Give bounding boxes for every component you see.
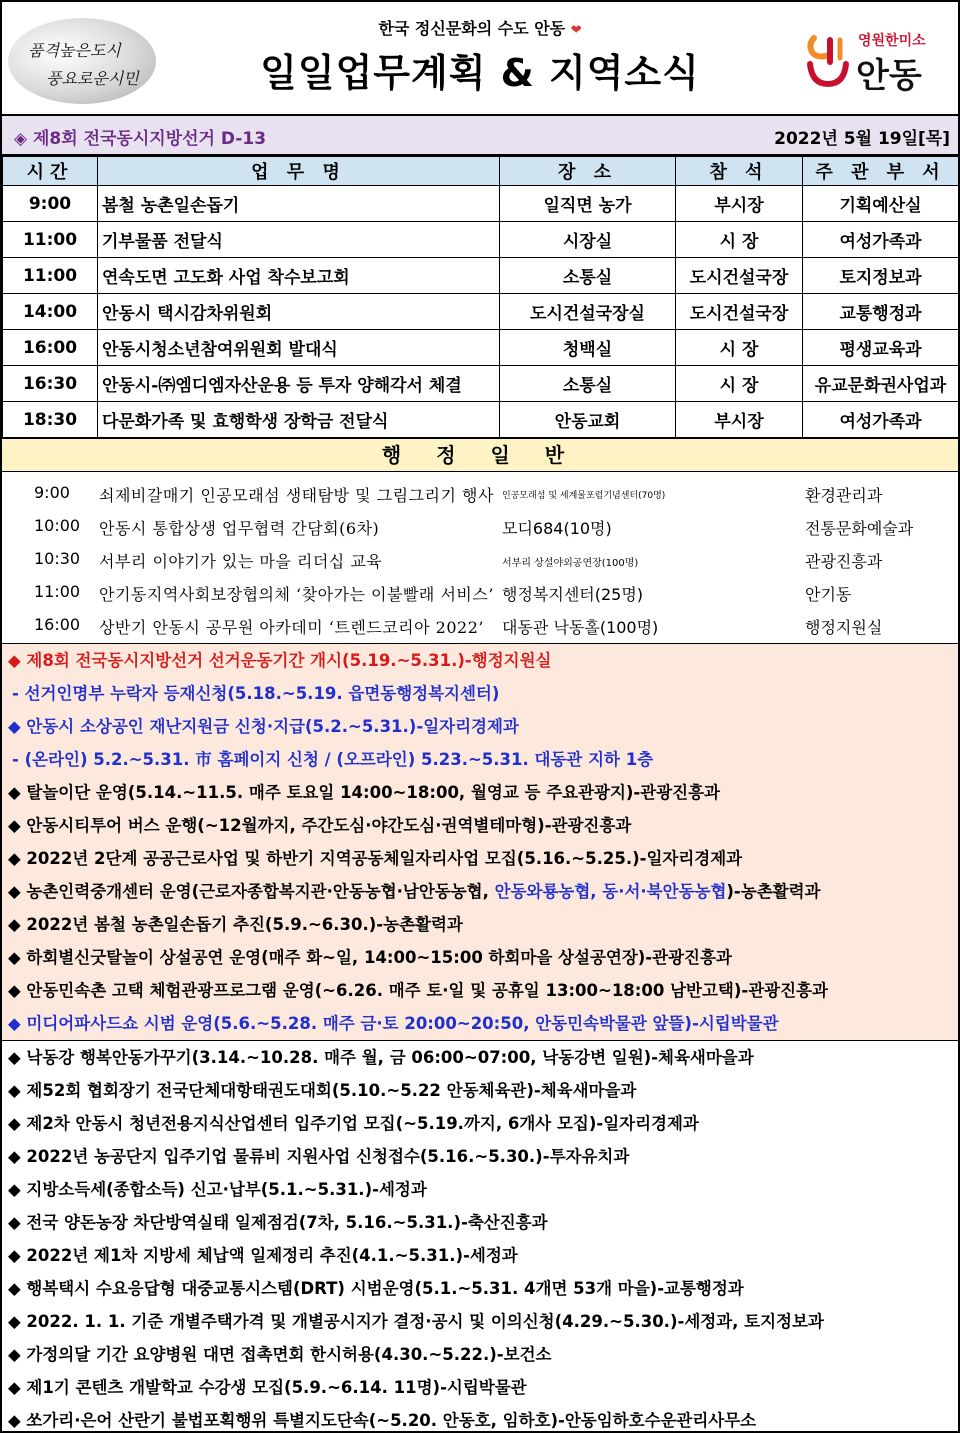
cell-task: 기부물품 전달식 xyxy=(98,222,500,258)
table-row xyxy=(3,222,959,258)
admin-name: 쇠제비갈매기 인공모래섬 생태탐방 및 그림그리기 행사 xyxy=(99,486,494,505)
notice-item: ◆ 2022년 농공단지 입주기업 물류비 지원사업 신청접수(5.16.~5.30.)-투자유치과 xyxy=(8,1147,630,1166)
admin-name: 서부리 이야기가 있는 마을 리더십 교육 xyxy=(99,552,383,571)
cell-attendee: 도시건설국장 xyxy=(676,294,803,330)
notice-item xyxy=(2,875,958,908)
cell-task: 안동시 택시감차위원회 xyxy=(98,294,500,330)
logo-tagline: 영원한미소 xyxy=(858,33,926,49)
admin-time: 10:00 xyxy=(34,516,81,535)
notice-item: ◆ 행복택시 수요응답형 대중교통시스템(DRT) 시범운영(5.1.~5.31. 4개면 53개 마을)-교통행정과 xyxy=(8,1279,744,1298)
notice-item: ◆ 2022. 1. 1. 기준 개별주택가격 및 개별공시지가 결정·공시 및 이의신청(4.29.~5.30.)-세정과, 토지정보과 xyxy=(8,1312,824,1331)
cell-place: 일직면 농가 xyxy=(500,186,676,222)
cell-dept: 토지정보과 xyxy=(803,258,959,294)
notice-item: ◆ 제1기 콘텐츠 개발학교 수강생 모집(5.9.~6.14. 11명)-시립박물관 xyxy=(8,1378,527,1397)
notice-item: ◆ 안동시티투어 버스 운행(~12월까지, 주간도심·야간도심·권역별테마형)-관광진흥과 xyxy=(8,816,632,835)
cell-attendee: 부시장 xyxy=(676,186,803,222)
table-row xyxy=(3,402,959,438)
cell-attendee: 시 장 xyxy=(676,222,803,258)
list-item xyxy=(2,542,958,575)
notice-text-blue: 안동와룡농협, 동·서·북안동농협 xyxy=(494,882,727,901)
notice-item: ◆ 2022년 봄철 농촌일손돕기 추진(5.9.~6.30.)-농촌활력과 xyxy=(8,915,463,934)
header-time: 시간 xyxy=(3,157,98,186)
notice-text: ◆ 농촌인력중개센터 운영(근로자종합복지관·안동농협·남안동농협, xyxy=(8,882,495,901)
notice-item: ◆ 가정의달 기간 요양병원 대면 접촉면회 한시허용(4.30.~5.22.)-보건소 xyxy=(8,1345,552,1364)
list-item xyxy=(2,509,958,542)
notice-item: - (온라인) 5.2.~5.31. 市 홈페이지 신청 / (오프라인) 5.23.~5.31. 대동관 지하 1층 xyxy=(12,750,654,769)
table-row xyxy=(3,258,959,294)
cell-task: 안동시-㈜엠디엠자산운용 등 투자 양해각서 체결 xyxy=(98,366,500,402)
notices xyxy=(2,1041,958,1433)
notice-item: ◆ 탈놀이단 운영(5.14.~11.5. 매주 토요일 14:00~18:00, 월영교 등 주요관광지)-관광진흥과 xyxy=(8,783,720,802)
heart-icon: ❤ xyxy=(570,23,582,38)
notice-item: ◆ 2022년 제1차 지방세 체납액 일제정리 추진(4.1.~5.31.)-세정과 xyxy=(8,1246,518,1265)
cell-dept: 여성가족과 xyxy=(803,222,959,258)
cell-attendee: 도시건설국장 xyxy=(676,258,803,294)
slogan-line1: 품격높은도시 xyxy=(28,41,121,60)
highlight-notices xyxy=(2,643,958,1041)
cell-time: 11:00 xyxy=(3,258,98,294)
cell-time: 14:00 xyxy=(3,294,98,330)
cell-place: 안동교회 xyxy=(500,402,676,438)
admin-time: 9:00 xyxy=(34,483,70,502)
admin-dept: 환경관리과 xyxy=(805,486,883,505)
cell-task: 연속도면 고도화 사업 착수보고회 xyxy=(98,258,500,294)
admin-time: 16:00 xyxy=(34,615,81,634)
cell-time: 9:00 xyxy=(3,186,98,222)
admin-list xyxy=(2,472,958,643)
header-subtitle-text: 한국 정신문화의 수도 안동 xyxy=(378,19,566,38)
admin-name: 안기동지역사회보장협의체 ‘찾아가는 이불빨래 서비스’ xyxy=(99,585,494,604)
cell-place: 소통실 xyxy=(500,366,676,402)
cell-attendee: 시 장 xyxy=(676,330,803,366)
admin-dept: 행정지원실 xyxy=(805,618,883,637)
cell-time: 18:30 xyxy=(3,402,98,438)
header-dept: 주 관 부 서 xyxy=(803,157,959,186)
notice-item: ◆ 미디어파사드쇼 시범 운영(5.6.~5.28. 매주 금·토 20:00~20:50, 안동민속박물관 앞뜰)-시립박물관 xyxy=(8,1014,779,1033)
admin-place: 행정복지센터(25명) xyxy=(502,585,644,604)
notice-item: ◆ 전국 양돈농장 차단방역실태 일제점검(7차, 5.16.~5.31.)-축산진흥과 xyxy=(8,1213,548,1232)
logo-name: 안동 xyxy=(856,56,922,96)
cell-attendee: 부시장 xyxy=(676,402,803,438)
election-bar xyxy=(2,116,958,156)
admin-place: 인공모래섬 및 세계물포럼기념센터(70명) xyxy=(502,491,666,501)
header-attendee: 참 석 xyxy=(676,157,803,186)
city-logo xyxy=(806,24,936,94)
cell-time: 16:00 xyxy=(3,330,98,366)
report-date: 2022년 5월 19일[목] xyxy=(774,129,950,149)
admin-place: 서부리 상설야외공연장(100명) xyxy=(502,558,639,569)
header-task: 업 무 명 xyxy=(98,157,500,186)
cell-task: 봄철 농촌일손돕기 xyxy=(98,186,500,222)
election-dday: ◈ 제8회 전국동시지방선거 D-13 xyxy=(14,129,267,149)
admin-dept: 전통문화예술과 xyxy=(805,519,914,538)
admin-place: 대동관 낙동홀(100명) xyxy=(502,618,659,637)
cell-time: 16:30 xyxy=(3,366,98,402)
andong-logo-icon xyxy=(806,32,850,88)
list-item xyxy=(2,608,958,641)
cell-task: 안동시청소년참여위원회 발대식 xyxy=(98,330,500,366)
notice-item: - 선거인명부 누락자 등재신청(5.18.~5.19. 읍면동행정복지센터) xyxy=(12,684,500,703)
notice-item: ◆ 제8회 전국동시지방선거 선거운동기간 개시(5.19.~5.31.)-행정지원실 xyxy=(8,651,552,670)
header xyxy=(2,2,958,116)
cell-place: 소통실 xyxy=(500,258,676,294)
cell-place: 청백실 xyxy=(500,330,676,366)
admin-dept: 관광진흥과 xyxy=(805,552,883,571)
header-place: 장 소 xyxy=(500,157,676,186)
table-row xyxy=(3,294,959,330)
page-title: 일일업무계획 & 지역소식 xyxy=(260,51,700,95)
notice-item: ◆ 제2차 안동시 청년전용지식산업센터 입주기업 모집(~5.19.까지, 6개사 모집)-일자리경제과 xyxy=(8,1114,699,1133)
cell-dept: 여성가족과 xyxy=(803,402,959,438)
cell-dept: 교통행정과 xyxy=(803,294,959,330)
admin-time: 10:30 xyxy=(34,549,81,568)
notice-item: ◆ 낙동강 행복안동가꾸기(3.14.~10.28. 매주 월, 금 06:00~07:00, 낙동강변 일원)-체육새마을과 xyxy=(8,1048,754,1067)
slogan-line2: 풍요로운시민 xyxy=(46,69,139,88)
admin-name: 상반기 안동시 공무원 아카데미 ‘트렌드코리아 2022’ xyxy=(99,618,484,637)
notice-item: ◆ 지방소득세(종합소득) 신고·납부(5.1.~5.31.)-세정과 xyxy=(8,1180,427,1199)
notice-item: ◆ 2022년 2단계 공공근로사업 및 하반기 지역공동체일자리사업 모집(5.16.~5.25.)-일자리경제과 xyxy=(8,849,743,868)
schedule-header-row xyxy=(3,157,959,186)
notice-item: ◆ 안동시 소상공인 재난지원금 신청·지급(5.2.~5.31.)-일자리경제과 xyxy=(8,717,519,736)
list-item xyxy=(2,476,958,509)
cell-place: 시장실 xyxy=(500,222,676,258)
cell-place: 도시건설국장실 xyxy=(500,294,676,330)
table-row xyxy=(3,366,959,402)
notice-item: ◆ 제52회 협회장기 전국단체대항태권도대회(5.10.~5.22 안동체육관)-체육새마을과 xyxy=(8,1081,637,1100)
cell-time: 11:00 xyxy=(3,222,98,258)
cell-attendee: 시 장 xyxy=(676,366,803,402)
cell-task: 다문화가족 및 효행학생 장학금 전달식 xyxy=(98,402,500,438)
table-row xyxy=(3,330,959,366)
cell-dept: 유교문화권사업과 xyxy=(803,366,959,402)
admin-dept: 안기동 xyxy=(805,585,852,604)
list-item xyxy=(2,575,958,608)
notice-item: ◆ 하회별신굿탈놀이 상설공연 운영(매주 화~일, 14:00~15:00 하회마을 상설공연장)-관광진흥과 xyxy=(8,948,732,967)
notice-text: )-농촌활력과 xyxy=(726,882,821,901)
notice-item: ◆ 안동민속촌 고택 체험관광프로그램 운영(~6.26. 매주 토·일 및 공휴일 13:00~18:00 남반고택)-관광진흥과 xyxy=(8,981,828,1000)
admin-place: 모디684(10명) xyxy=(502,519,612,538)
cell-dept: 기획예산실 xyxy=(803,186,959,222)
admin-time: 11:00 xyxy=(34,582,81,601)
schedule-table xyxy=(2,156,959,438)
cell-dept: 평생교육과 xyxy=(803,330,959,366)
admin-name: 안동시 통합상생 업무협력 간담회(6차) xyxy=(99,519,380,538)
table-row xyxy=(3,186,959,222)
notice-item: ◆ 쏘가리·은어 산란기 불법포획행위 특별지도단속(~5.20. 안동호, 임하호)-안동임하호수운관리사무소 xyxy=(8,1411,757,1430)
admin-section-title: 행 정 일 반 xyxy=(2,438,958,472)
